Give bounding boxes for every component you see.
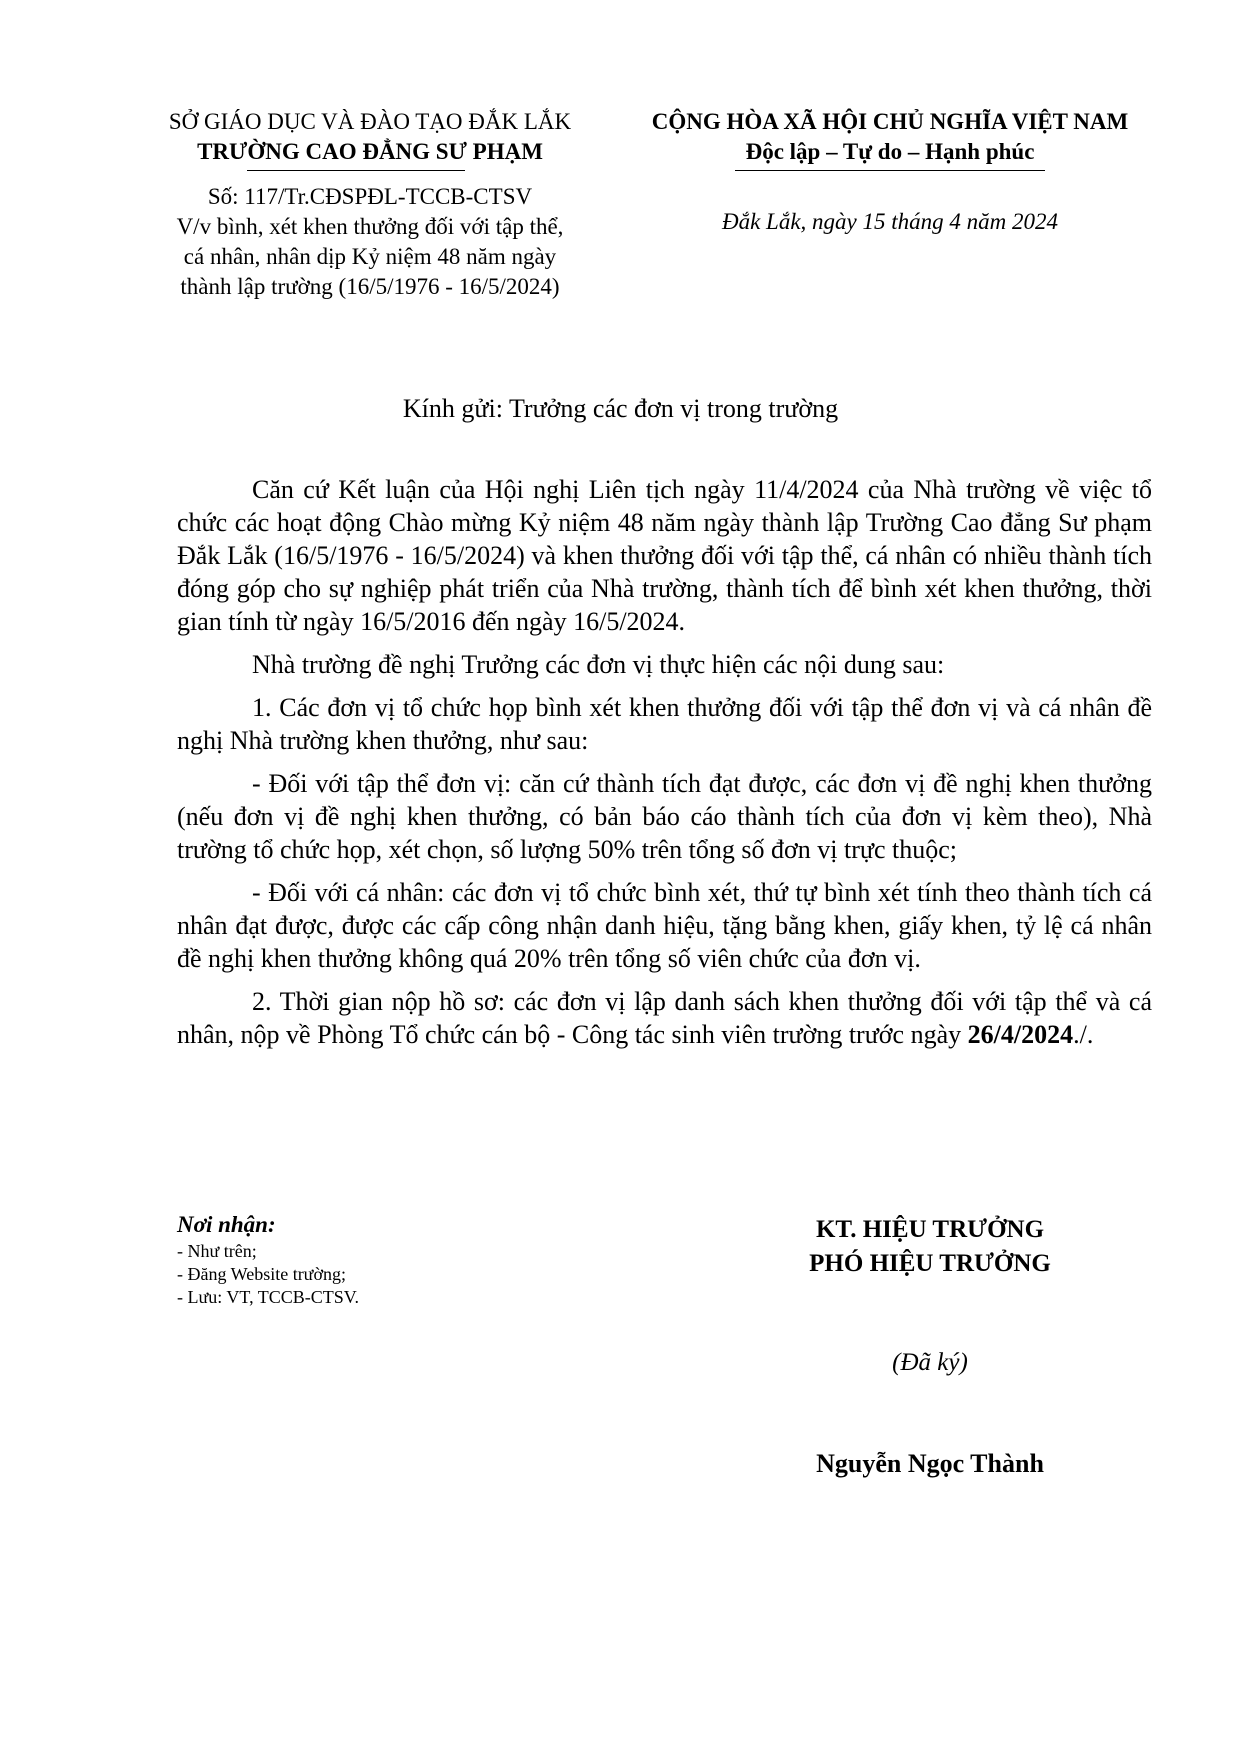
subject-line: V/v bình, xét khen thưởng đối với tập thể, (176, 214, 564, 239)
org-name-underline (247, 170, 465, 171)
body-paragraph (177, 985, 1152, 1051)
body-paragraph: 1. Các đơn vị tổ chức họp bình xét khen thưởng đối với tập thể đơn vị và cá nhân đề nghị Nhà trường khen thưởng, như sau: (177, 693, 1152, 755)
recipient-item: - Như trên; (177, 1241, 257, 1261)
place-date-block (620, 207, 1160, 237)
signed-note: (Đã ký) (892, 1349, 968, 1376)
doc-number: Số: 117/Tr.CĐSPĐL-TCCB-CTSV (207, 184, 533, 209)
national-title: CỘNG HÒA XÃ HỘI CHỦ NGHĨA VIỆT NAM (651, 109, 1129, 134)
motto-underline (735, 170, 1045, 171)
doc-number-block (130, 182, 610, 302)
header-right (620, 107, 1160, 167)
subject-line: cá nhân, nhân dịp Kỷ niệm 48 năm ngày (183, 244, 557, 269)
recipients-title: Nơi nhận: (177, 1212, 276, 1237)
recipients-block (177, 1210, 597, 1309)
body-paragraph: - Đối với tập thể đơn vị: căn cứ thành tích đạt được, các đơn vị đề nghị khen thưởng (nếu đơn vị đề nghị khen thưởng, có bản báo cáo thành tích của đơn vị kèm theo), Nhà trường tổ chức họp, xét chọn, số lượng 50% trên tổng số đơn vị trực thuộc; (177, 769, 1152, 864)
signer-name: Nguyễn Ngọc Thành (816, 1449, 1044, 1478)
body-paragraph: Căn cứ Kết luận của Hội nghị Liên tịch ngày 11/4/2024 của Nhà trường về việc tổ chức các hoạt động Chào mừng Kỷ niệm 48 năm ngày thành lập Trường Cao đẳng Sư phạm Đắk Lắk (16/5/1976 - 16/5/2024) và khen thưởng đối với tập thể, cá nhân có nhiều thành tích đóng góp cho sự nghiệp phát triển của Nhà trường, thành tích để bình xét khen thưởng, thời gian tính từ ngày 16/5/2016 đến ngày 16/5/2024. (177, 475, 1152, 636)
signature-block (720, 1213, 1140, 1281)
org-parent: SỞ GIÁO DỤC VÀ ĐÀO TẠO ĐẮK LẮK (168, 109, 572, 134)
deadline-sentence: 2. Thời gian nộp hồ sơ: các đơn vị lập danh sách khen thưởng đối với tập thể và cá nhân, nộp về Phòng Tổ chức cán bộ - Công tác sinh viên trường trước ngày (177, 987, 1152, 1049)
signature-title: KT. HIỆU TRƯỞNG (815, 1216, 1045, 1243)
recipient-item: - Đăng Website trường; (177, 1264, 346, 1284)
closing-mark: ./. (1073, 1020, 1094, 1049)
recipient-item: - Lưu: VT, TCCB-CTSV. (177, 1287, 359, 1307)
deadline-date: 26/4/2024 (967, 1020, 1074, 1049)
subject-line: thành lập trường (16/5/1976 - 16/5/2024) (180, 274, 560, 299)
body-paragraph: Nhà trường đề nghị Trưởng các đơn vị thực hiện các nội dung sau: (252, 650, 945, 679)
place-date: Đắk Lắk, ngày 15 tháng 4 năm 2024 (721, 209, 1059, 234)
org-name: TRƯỜNG CAO ĐẲNG SƯ PHẠM (197, 139, 543, 164)
recipient-line: Kính gửi: Trưởng các đơn vị trong trường (402, 394, 839, 423)
signature-subtitle: PHÓ HIỆU TRƯỞNG (809, 1250, 1051, 1277)
body-paragraph: - Đối với cá nhân: các đơn vị tổ chức bình xét, thứ tự bình xét tính theo thành tích cá nhân đạt được, được các cấp công nhận danh hiệu, tặng bằng khen, giấy khen, tỷ lệ cá nhân đề nghị khen thưởng không quá 20% trên tổng số viên chức của đơn vị. (177, 878, 1152, 973)
motto: Độc lập – Tự do – Hạnh phúc (745, 139, 1035, 164)
document-body (177, 473, 1152, 1061)
header-left (130, 107, 610, 167)
